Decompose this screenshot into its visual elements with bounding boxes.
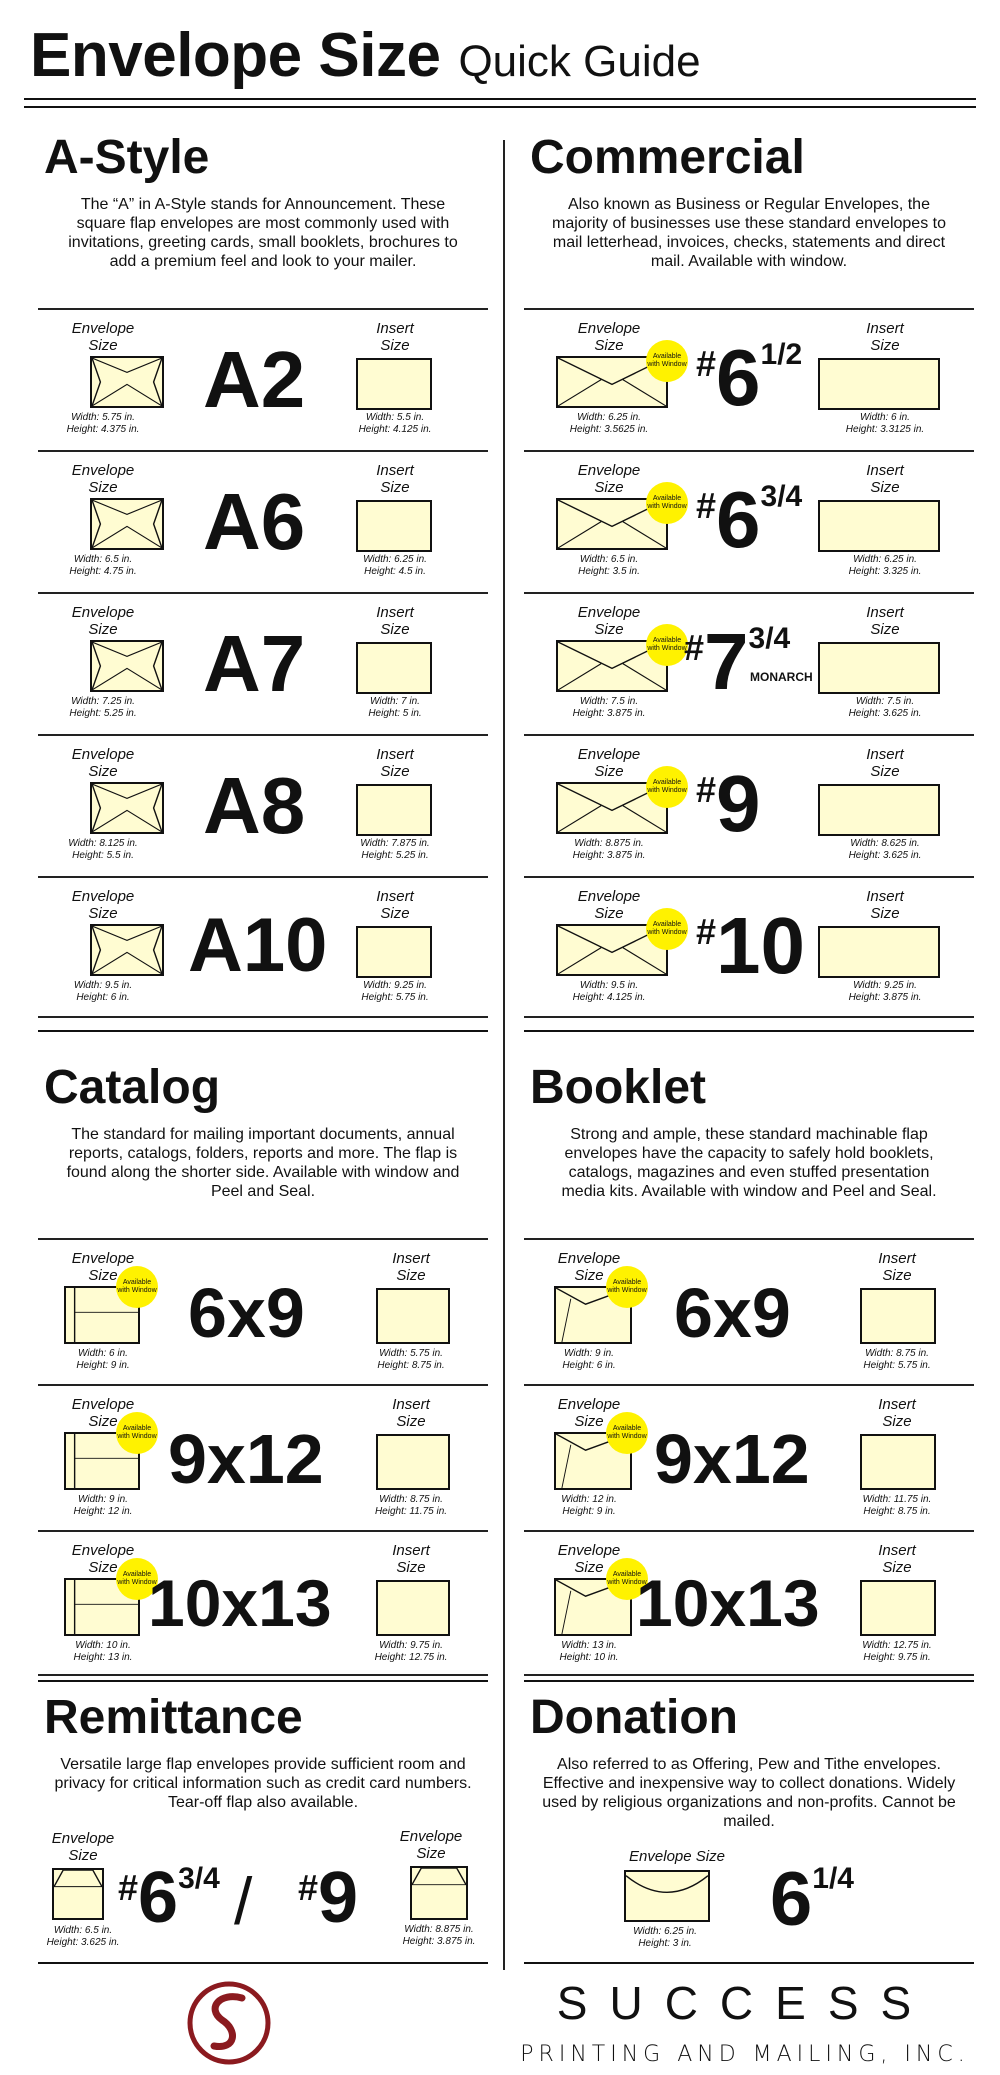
insert-box bbox=[818, 358, 940, 410]
insert-box bbox=[356, 642, 432, 694]
envelope-dims: Width: 9 in. Height: 6 in. bbox=[562, 1348, 616, 1371]
insert-size-label: Insert Size bbox=[866, 888, 904, 922]
insert-box bbox=[356, 926, 432, 978]
insert-box bbox=[376, 1434, 450, 1490]
donation-envelope-icon bbox=[624, 1870, 710, 1922]
insert-box bbox=[356, 358, 432, 410]
insert-size-label: Insert Size bbox=[392, 1542, 430, 1576]
available-window-badge: Available with Window bbox=[646, 766, 688, 808]
envelope-size-label: Envelope Size bbox=[577, 604, 641, 638]
insert-box bbox=[356, 500, 432, 552]
donation-description: Also referred to as Offering, Pew and Tithe envelopes. Effective and inexpensive way to collect donations. Widely used by religious organizations and non-profits. Cannot be mailed. bbox=[542, 1756, 956, 1830]
a-style-end-rule bbox=[38, 1030, 488, 1032]
header-rule-top bbox=[24, 98, 976, 100]
envelope-size-label: Envelope Size bbox=[557, 1396, 621, 1430]
envelope-dims: Width: 7.25 in. Height: 5.25 in. bbox=[69, 696, 137, 719]
envelope-size-label: Envelope Size bbox=[71, 604, 135, 638]
envelope-dims: Width: 9 in. Height: 12 in. bbox=[73, 1494, 133, 1517]
envelope-dims: Width: 6 in. Height: 9 in. bbox=[76, 1348, 130, 1371]
insert-size-label: Insert Size bbox=[376, 320, 414, 354]
insert-dims: Width: 9.25 in. Height: 5.75 in. bbox=[361, 980, 429, 1003]
donation-label: Envelope Size bbox=[629, 1848, 725, 1865]
remittance-left-envelope-icon bbox=[52, 1868, 104, 1920]
a-style-row bbox=[38, 592, 488, 734]
envelope-dims: Width: 9.5 in. Height: 4.125 in. bbox=[572, 980, 646, 1003]
a-style-row bbox=[38, 450, 488, 592]
envelope-dims: Width: 10 in. Height: 13 in. bbox=[73, 1640, 133, 1663]
size-name: A7 bbox=[203, 619, 306, 708]
insert-dims: Width: 8.75 in. Height: 11.75 in. bbox=[374, 1494, 448, 1517]
page-subtitle: Quick Guide bbox=[458, 37, 701, 86]
a-style-row bbox=[38, 876, 488, 1018]
envelope-size-label: Envelope Size bbox=[577, 746, 641, 780]
remittance-right-dims: Width: 8.875 in. Height: 3.875 in. bbox=[402, 1924, 476, 1947]
envelope-size-label: Envelope Size bbox=[71, 888, 135, 922]
envelope-size-label: Envelope Size bbox=[71, 746, 135, 780]
envelope-size-label: Envelope Size bbox=[71, 320, 135, 354]
insert-box bbox=[356, 784, 432, 836]
envelope-dims: Width: 7.5 in. Height: 3.875 in. bbox=[572, 696, 646, 719]
a-style-title: A-Style bbox=[44, 131, 210, 184]
size-name: A2 bbox=[203, 335, 306, 424]
insert-dims: Width: 11.75 in. Height: 8.75 in. bbox=[862, 1494, 932, 1517]
insert-size-label: Insert Size bbox=[376, 604, 414, 638]
insert-size-label: Insert Size bbox=[866, 320, 904, 354]
remittance-right-size: #9 bbox=[298, 1858, 359, 1938]
commercial-title: Commercial bbox=[530, 131, 805, 184]
commercial-description: Also known as Business or Regular Envelopes, the majority of businesses use these standard envelopes to mail letterhead, invoices, checks, statements and direct mail. Available with window. bbox=[551, 196, 946, 270]
commercial-end-rule bbox=[524, 1030, 974, 1032]
size-name: A10 bbox=[188, 903, 328, 988]
envelope-size-label: Envelope Size bbox=[71, 462, 135, 496]
insert-dims: Width: 8.75 in. Height: 5.75 in. bbox=[863, 1348, 931, 1371]
header-rule-bottom bbox=[24, 106, 976, 108]
remittance-left-size: $^{\#}6^{3/4}$ bbox=[118, 1858, 220, 1938]
envelope-dims: Width: 6.5 in. Height: 3.5 in. bbox=[578, 554, 640, 577]
catalog-row bbox=[38, 1238, 488, 1384]
insert-dims: Width: 8.625 in. Height: 3.625 in. bbox=[848, 838, 922, 861]
insert-size-label: Insert Size bbox=[878, 1542, 916, 1576]
donation-size: $6^{1/4}$ bbox=[770, 1857, 854, 1942]
envelope-size-label: Envelope Size bbox=[577, 888, 641, 922]
company-name: SUCCESS bbox=[556, 1977, 934, 2029]
envelope-dims: Width: 8.125 in. Height: 5.5 in. bbox=[68, 838, 138, 861]
page-header bbox=[30, 20, 701, 91]
a-style-section bbox=[38, 130, 488, 1050]
size-name: A8 bbox=[203, 761, 306, 850]
available-window-badge: Available with Window bbox=[646, 482, 688, 524]
insert-dims: Width: 6.25 in. Height: 4.5 in. bbox=[363, 554, 427, 577]
envelope-size-label: Envelope Size bbox=[71, 1542, 135, 1576]
envelope-icon bbox=[90, 498, 164, 550]
size-name: $^{\#}7^{3/4}$ bbox=[684, 617, 791, 706]
envelope-size-label: Envelope Size bbox=[71, 1250, 135, 1284]
envelope-size-label: Envelope Size bbox=[71, 1396, 135, 1430]
column-divider bbox=[503, 140, 505, 1970]
envelope-size-label: Envelope Size bbox=[557, 1542, 621, 1576]
envelope-dims: Width: 9.5 in. Height: 6 in. bbox=[73, 980, 133, 1003]
booklet-section bbox=[524, 1060, 974, 1680]
insert-size-label: Insert Size bbox=[376, 746, 414, 780]
catalog-title: Catalog bbox=[44, 1061, 221, 1114]
envelope-dims: Width: 6.5 in. Height: 4.75 in. bbox=[69, 554, 137, 577]
catalog-row bbox=[38, 1530, 488, 1676]
available-window-badge: Available with Window bbox=[116, 1266, 158, 1308]
donation-section bbox=[524, 1690, 974, 1970]
a-style-row bbox=[38, 734, 488, 876]
booklet-end-rule bbox=[524, 1680, 974, 1682]
footer-rule-left bbox=[38, 1962, 488, 1964]
remittance-left-label: Envelope Size bbox=[51, 1830, 115, 1864]
remittance-description: Versatile large flap envelopes provide sufficient room and privacy for critical information such as credit card numbers. Tear-off flap also available. bbox=[54, 1756, 472, 1811]
size-name: #10 bbox=[696, 901, 806, 990]
insert-size-label: Insert Size bbox=[866, 462, 904, 496]
booklet-row bbox=[524, 1238, 974, 1384]
catalog-section bbox=[38, 1060, 488, 1680]
insert-dims: Width: 7.875 in. Height: 5.25 in. bbox=[360, 838, 430, 861]
commercial-row bbox=[524, 734, 974, 876]
size-name: 10x13 bbox=[636, 1566, 820, 1640]
size-name: A6 bbox=[203, 477, 306, 566]
envelope-dims: Width: 5.75 in. Height: 4.375 in. bbox=[66, 412, 140, 435]
company-tagline: PRINTING AND MAILING, INC. bbox=[520, 2042, 970, 2067]
envelope-size-label: Envelope Size bbox=[577, 320, 641, 354]
insert-size-label: Insert Size bbox=[866, 604, 904, 638]
insert-box bbox=[818, 926, 940, 978]
insert-box bbox=[376, 1580, 450, 1636]
remittance-right-label: Envelope Size bbox=[399, 1828, 463, 1862]
insert-dims: Width: 9.25 in. Height: 3.875 in. bbox=[848, 980, 922, 1003]
insert-dims: Width: 5.75 in. Height: 8.75 in. bbox=[377, 1348, 445, 1371]
insert-size-label: Insert Size bbox=[392, 1250, 430, 1284]
company-logo-icon bbox=[186, 1980, 272, 2066]
size-name: 9x12 bbox=[168, 1420, 324, 1498]
remittance-section bbox=[38, 1690, 488, 1970]
remittance-slash: / bbox=[234, 1864, 253, 1938]
size-name: 6x9 bbox=[674, 1274, 791, 1352]
size-name: #9 bbox=[696, 759, 761, 848]
insert-size-label: Insert Size bbox=[376, 888, 414, 922]
commercial-section bbox=[524, 130, 974, 1050]
a-style-row bbox=[38, 308, 488, 450]
envelope-icon bbox=[90, 640, 164, 692]
envelope-dims: Width: 13 in. Height: 10 in. bbox=[559, 1640, 619, 1663]
insert-box bbox=[860, 1288, 936, 1344]
booklet-row bbox=[524, 1530, 974, 1676]
size-name: 10x13 bbox=[148, 1566, 332, 1640]
envelope-size-label: Envelope Size bbox=[557, 1250, 621, 1284]
available-window-badge: Available with Window bbox=[606, 1558, 648, 1600]
catalog-end-rule bbox=[38, 1680, 488, 1682]
insert-dims: Width: 7 in. Height: 5 in. bbox=[368, 696, 422, 719]
available-window-badge: Available with Window bbox=[646, 340, 688, 382]
insert-box bbox=[376, 1288, 450, 1344]
catalog-row bbox=[38, 1384, 488, 1530]
available-window-badge: Available with Window bbox=[646, 624, 688, 666]
insert-box bbox=[818, 500, 940, 552]
donation-title: Donation bbox=[530, 1691, 738, 1744]
available-window-badge: Available with Window bbox=[606, 1266, 648, 1308]
booklet-row bbox=[524, 1384, 974, 1530]
a-style-description: The “A” in A-Style stands for Announcement. These square flap envelopes are most commonly used with invitations, greeting cards, small booklets, brochures to add a premium feel and look to your mailer. bbox=[68, 196, 458, 270]
envelope-dims: Width: 12 in. Height: 9 in. bbox=[561, 1494, 617, 1517]
size-name: $^{\#}6^{1/2}$ bbox=[696, 333, 803, 422]
insert-dims: Width: 7.5 in. Height: 3.625 in. bbox=[848, 696, 922, 719]
insert-box bbox=[860, 1580, 936, 1636]
commercial-row bbox=[524, 450, 974, 592]
commercial-row bbox=[524, 876, 974, 1018]
remittance-right-envelope-icon bbox=[410, 1866, 468, 1920]
envelope-dims: Width: 8.875 in. Height: 3.875 in. bbox=[572, 838, 646, 861]
available-window-badge: Available with Window bbox=[116, 1558, 158, 1600]
insert-dims: Width: 5.5 in. Height: 4.125 in. bbox=[358, 412, 432, 435]
donation-dims: Width: 6.25 in. Height: 3 in. bbox=[633, 1926, 697, 1949]
remittance-left-dims: Width: 6.5 in. Height: 3.625 in. bbox=[46, 1925, 120, 1948]
commercial-row bbox=[524, 592, 974, 734]
insert-size-label: Insert Size bbox=[878, 1250, 916, 1284]
footer-rule-right bbox=[524, 1962, 974, 1964]
insert-box bbox=[818, 642, 940, 694]
insert-dims: Width: 12.75 in. Height: 9.75 in. bbox=[862, 1640, 932, 1663]
insert-dims: Width: 9.75 in. Height: 12.75 in. bbox=[374, 1640, 448, 1663]
insert-size-label: Insert Size bbox=[392, 1396, 430, 1430]
envelope-icon bbox=[90, 782, 164, 834]
size-name: 9x12 bbox=[654, 1420, 810, 1498]
envelope-size-label: Envelope Size bbox=[577, 462, 641, 496]
insert-size-label: Insert Size bbox=[376, 462, 414, 496]
remittance-title: Remittance bbox=[44, 1691, 303, 1744]
insert-size-label: Insert Size bbox=[866, 746, 904, 780]
envelope-icon bbox=[90, 924, 164, 976]
insert-box bbox=[818, 784, 940, 836]
insert-dims: Width: 6 in. Height: 3.3125 in. bbox=[845, 412, 925, 435]
insert-dims: Width: 6.25 in. Height: 3.325 in. bbox=[848, 554, 922, 577]
catalog-description: The standard for mailing important documents, annual reports, catalogs, folders, reports and more. The flap is found along the shorter side. Available with window and Peel and Seal. bbox=[66, 1126, 460, 1200]
insert-size-label: Insert Size bbox=[878, 1396, 916, 1430]
insert-box bbox=[860, 1434, 936, 1490]
available-window-badge: Available with Window bbox=[646, 908, 688, 950]
commercial-row bbox=[524, 308, 974, 450]
size-name: $^{\#}6^{3/4}$ bbox=[696, 475, 803, 564]
booklet-title: Booklet bbox=[530, 1061, 707, 1114]
size-name: 6x9 bbox=[188, 1274, 305, 1352]
size-subtitle: MONARCH bbox=[750, 670, 813, 684]
envelope-dims: Width: 6.25 in. Height: 3.5625 in. bbox=[569, 412, 649, 435]
page-title: Envelope Size bbox=[30, 21, 441, 90]
available-window-badge: Available with Window bbox=[116, 1412, 158, 1454]
envelope-icon bbox=[90, 356, 164, 408]
booklet-description: Strong and ample, these standard machinable flap envelopes have the capacity to safely hold booklets, catalogs, magazines and even stuffed presentation media kits. Available with window and Peel and Seal. bbox=[561, 1126, 937, 1200]
available-window-badge: Available with Window bbox=[606, 1412, 648, 1454]
